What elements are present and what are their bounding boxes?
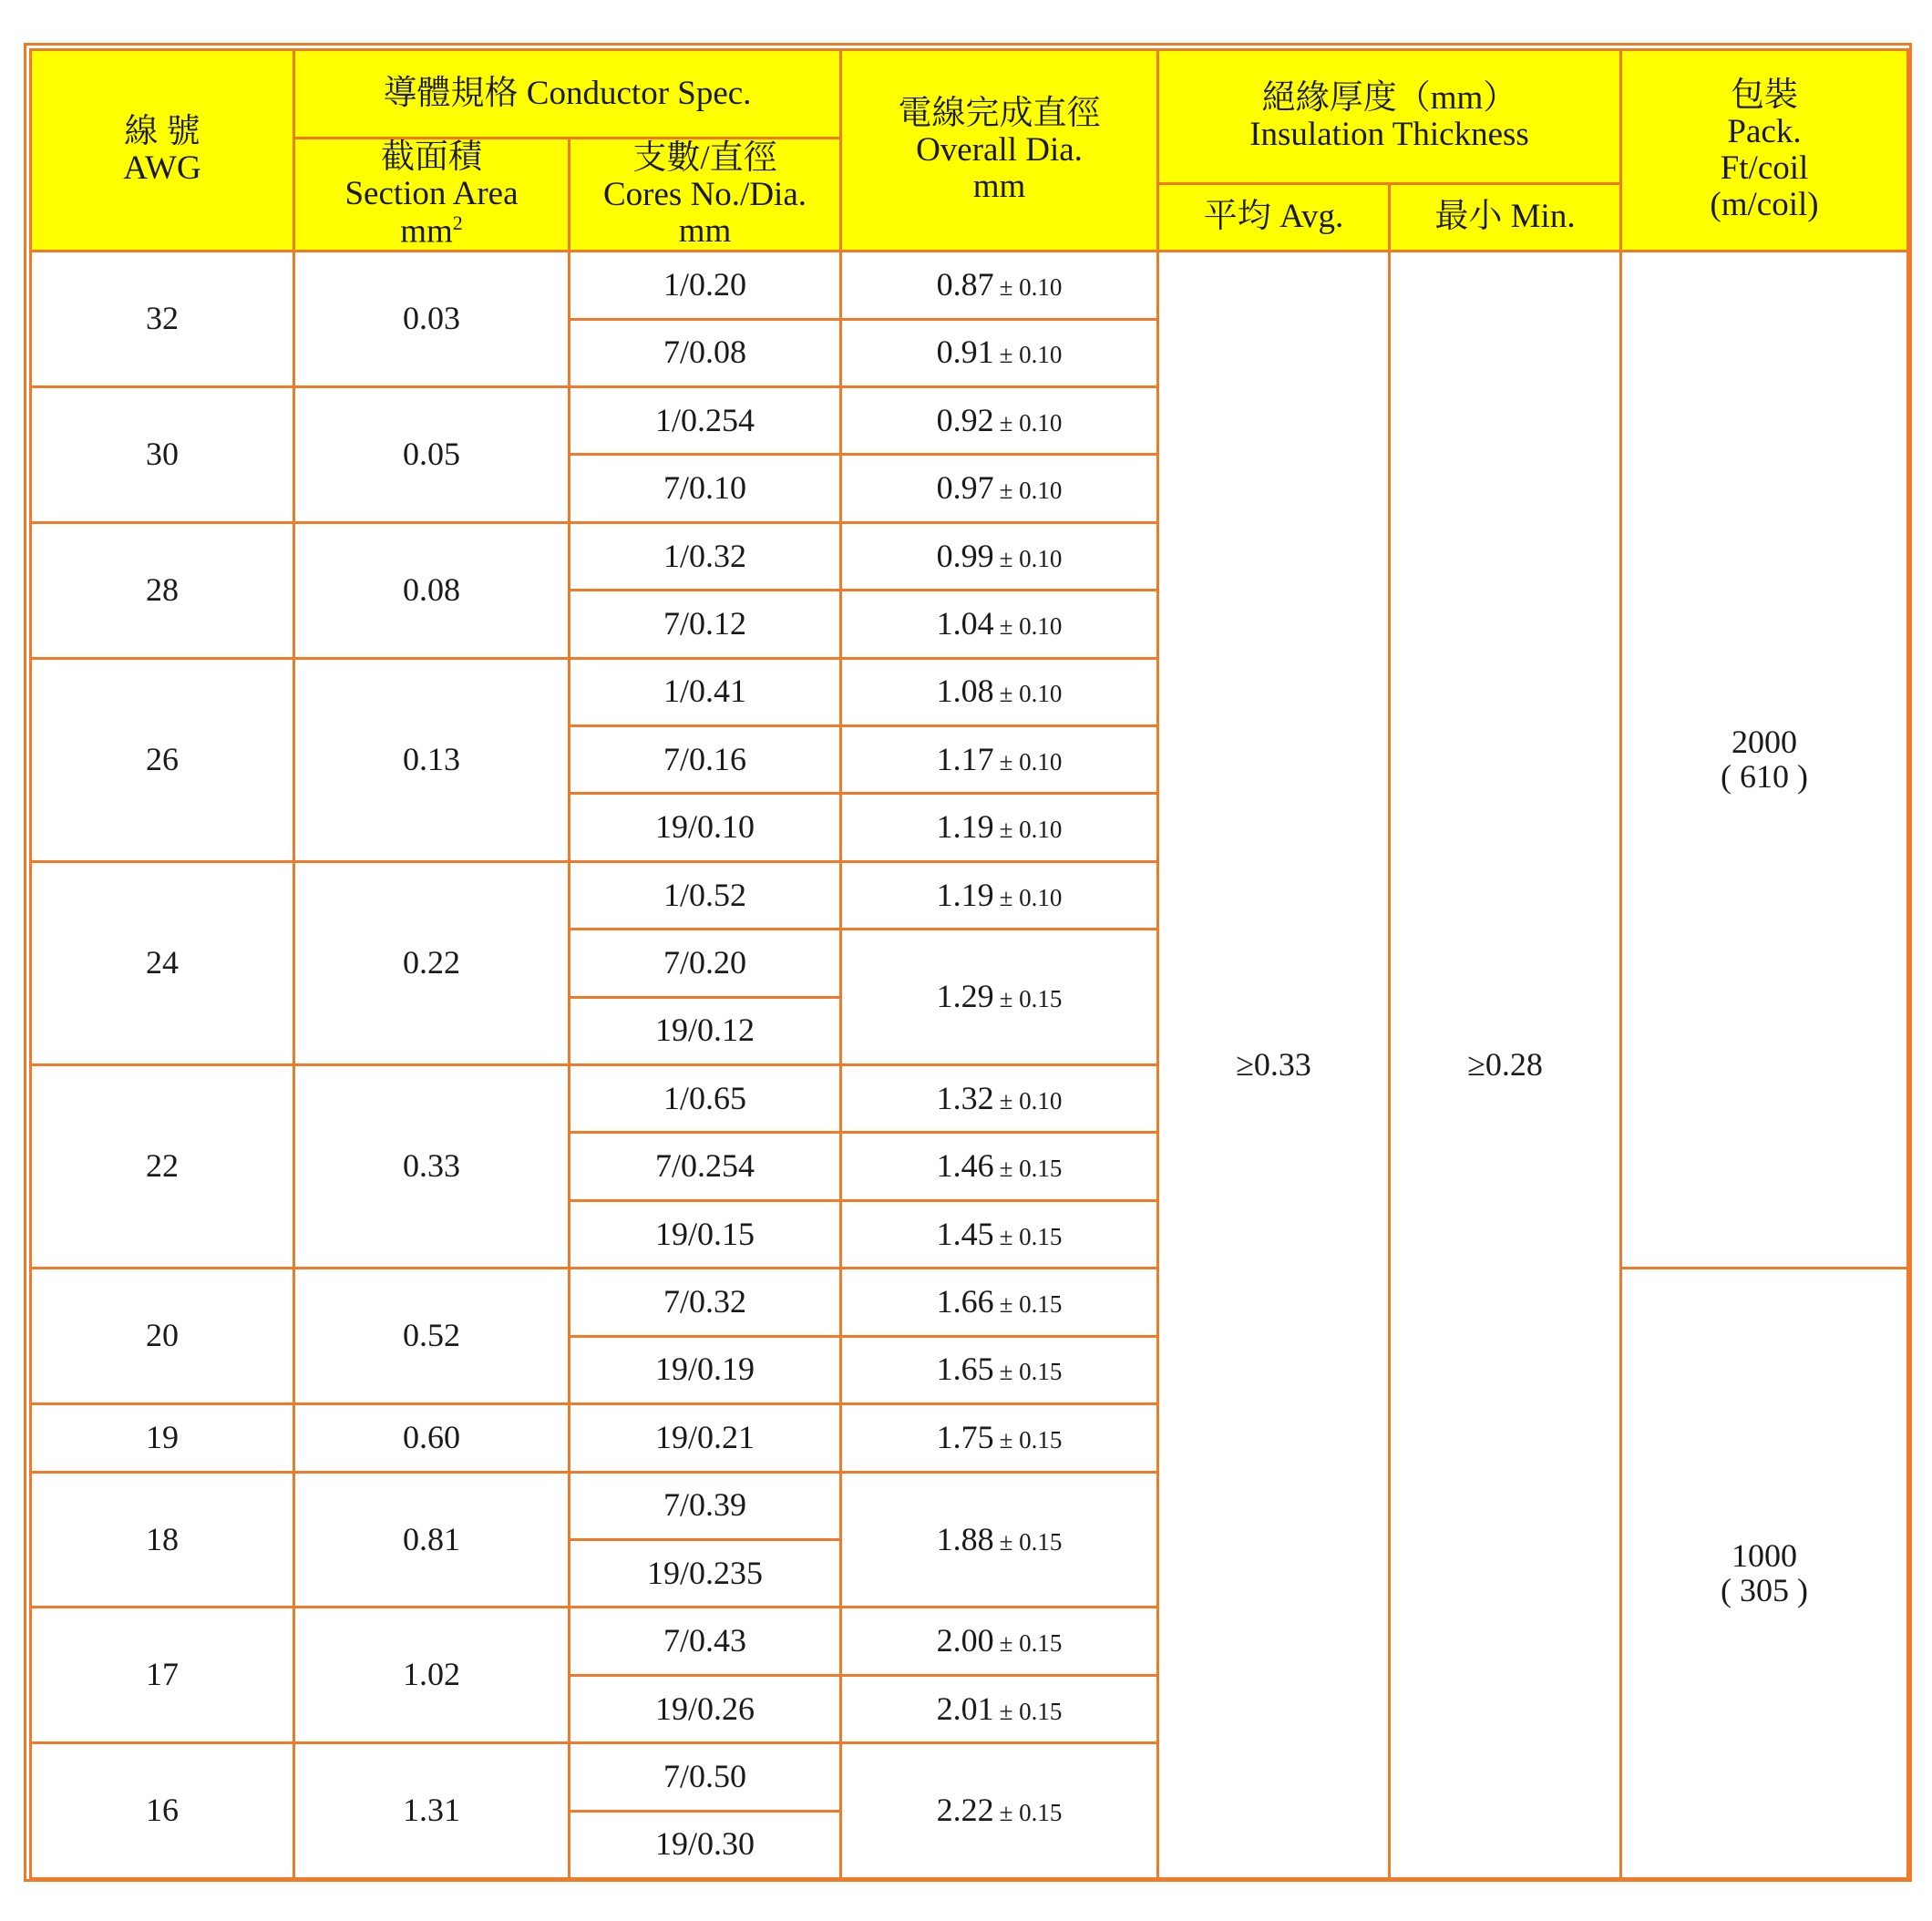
header-pack xyxy=(1621,50,1908,252)
cell-cores: 1/0.52 xyxy=(570,861,841,929)
header-insulation xyxy=(1158,50,1621,184)
cell-od: 1.88 ± 0.15 xyxy=(841,1472,1158,1608)
header-cores-unit: mm xyxy=(678,211,732,250)
header-cores-zh: 支數/直徑 xyxy=(632,139,777,177)
header-area-unit: $mm^2$ xyxy=(400,211,463,251)
cell-cores: 1/0.65 xyxy=(570,1065,841,1133)
header-area-zh: 截面積 xyxy=(381,139,482,176)
cell-cores: 19/0.235 xyxy=(570,1539,841,1607)
cell-cores: 7/0.32 xyxy=(570,1269,841,1336)
cell-cores: 19/0.15 xyxy=(570,1200,841,1268)
cell-awg: 16 xyxy=(31,1743,294,1879)
cell-area: 0.60 xyxy=(294,1404,570,1472)
cell-cores: 19/0.26 xyxy=(570,1675,841,1742)
cell-cores: 19/0.19 xyxy=(570,1336,841,1403)
header-section-area xyxy=(294,139,570,252)
cell-area: 0.03 xyxy=(294,252,570,387)
cell-area: 0.05 xyxy=(294,387,570,523)
cell-area: 0.33 xyxy=(294,1065,570,1269)
table-row xyxy=(31,1269,1908,1336)
cell-area: 0.08 xyxy=(294,522,570,658)
cell-od: 1.17 ± 0.10 xyxy=(841,726,1158,794)
cell-od: 0.97 ± 0.10 xyxy=(841,455,1158,522)
cell-od: 1.29 ± 0.15 xyxy=(841,930,1158,1065)
cell-cores: 19/0.30 xyxy=(570,1811,841,1879)
cell-cores: 19/0.10 xyxy=(570,794,841,861)
header-awg-zh: 線 號 xyxy=(124,113,200,151)
cell-od: 1.65 ± 0.15 xyxy=(841,1336,1158,1403)
cell-awg: 32 xyxy=(31,252,294,387)
cell-cores: 7/0.39 xyxy=(570,1472,841,1539)
cell-cores: 7/0.10 xyxy=(570,455,841,522)
cell-cores: 7/0.20 xyxy=(570,930,841,997)
cell-od: 1.46 ± 0.15 xyxy=(841,1133,1158,1200)
header-pack-zh: 包裝 xyxy=(1731,77,1798,115)
cell-cores: 7/0.43 xyxy=(570,1608,841,1675)
cell-area: 0.81 xyxy=(294,1472,570,1608)
cell-od: 1.45 ± 0.15 xyxy=(841,1200,1158,1268)
table-row xyxy=(31,252,1908,319)
cell-cores: 7/0.254 xyxy=(570,1133,841,1200)
cell-cores: 1/0.20 xyxy=(570,252,841,319)
cell-cores: 1/0.32 xyxy=(570,522,841,590)
cell-awg: 24 xyxy=(31,861,294,1064)
cell-od: 1.04 ± 0.10 xyxy=(841,591,1158,658)
header-overall-dia xyxy=(841,50,1158,252)
cell-insulation-avg: ≥0.33 xyxy=(1158,252,1390,1879)
header-od-en: Overall Dia. xyxy=(916,131,1083,170)
header-conductor-spec: 導體規格 Conductor Spec. xyxy=(294,50,841,139)
header-pack-unit: Ft/coil xyxy=(1720,149,1809,188)
cell-awg: 22 xyxy=(31,1065,294,1269)
cell-od: 1.32 ± 0.10 xyxy=(841,1065,1158,1133)
cell-od: 1.19 ± 0.10 xyxy=(841,794,1158,861)
header-cores-en: Cores No./Dia. xyxy=(603,175,807,213)
table-body xyxy=(31,252,1908,1879)
cell-cores: 7/0.50 xyxy=(570,1743,841,1811)
cell-area: 1.31 xyxy=(294,1743,570,1879)
cell-od: 0.99 ± 0.10 xyxy=(841,522,1158,590)
header-od-unit: mm xyxy=(972,168,1026,206)
cell-cores: 1/0.41 xyxy=(570,658,841,725)
header-cores-dia xyxy=(570,139,841,252)
cell-od: 2.00 ± 0.15 xyxy=(841,1608,1158,1675)
cell-awg: 28 xyxy=(31,522,294,658)
table-header xyxy=(31,50,1908,252)
header-od-zh: 電線完成直徑 xyxy=(898,95,1101,133)
cell-pack-2000: 2000 ( 610 ) xyxy=(1621,252,1908,1269)
cell-area: 0.22 xyxy=(294,861,570,1064)
cell-awg: 26 xyxy=(31,658,294,861)
cell-od: 1.66 ± 0.15 xyxy=(841,1269,1158,1336)
header-pack-unit-m: (m/coil) xyxy=(1710,186,1819,224)
header-awg-en: AWG xyxy=(123,149,201,188)
cell-od: 0.92 ± 0.10 xyxy=(841,387,1158,455)
header-pack-en: Pack. xyxy=(1727,113,1802,151)
cell-cores: 1/0.254 xyxy=(570,387,841,455)
cell-cores: 19/0.21 xyxy=(570,1404,841,1472)
header-ins-zh: 絕緣厚度（mm） xyxy=(1261,78,1517,117)
cell-od: 1.75 ± 0.15 xyxy=(841,1404,1158,1472)
cell-cores: 7/0.16 xyxy=(570,726,841,794)
header-ins-en: Insulation Thickness xyxy=(1249,115,1529,153)
cell-awg: 17 xyxy=(31,1608,294,1743)
cell-od: 2.22 ± 0.15 xyxy=(841,1743,1158,1879)
cell-pack-1000: 1000 ( 305 ) xyxy=(1621,1269,1908,1879)
cell-od: 1.08 ± 0.10 xyxy=(841,658,1158,725)
header-avg: 平均 Avg. xyxy=(1158,183,1390,252)
cell-od: 2.01 ± 0.15 xyxy=(841,1675,1158,1742)
wire-spec-table xyxy=(29,48,1909,1880)
cell-awg: 18 xyxy=(31,1472,294,1608)
cell-cores: 7/0.08 xyxy=(570,319,841,386)
cell-cores: 7/0.12 xyxy=(570,591,841,658)
header-min: 最小 Min. xyxy=(1390,183,1621,252)
cell-area: 1.02 xyxy=(294,1608,570,1743)
header-awg xyxy=(31,50,294,252)
cell-awg: 19 xyxy=(31,1404,294,1472)
cell-cores: 19/0.12 xyxy=(570,997,841,1064)
cell-awg: 20 xyxy=(31,1269,294,1404)
cell-od: 0.91 ± 0.10 xyxy=(841,319,1158,386)
cell-awg: 30 xyxy=(31,387,294,523)
cell-area: 0.13 xyxy=(294,658,570,861)
cell-area: 0.52 xyxy=(294,1269,570,1404)
cell-od: 0.87 ± 0.10 xyxy=(841,252,1158,319)
cell-insulation-min: ≥0.28 xyxy=(1390,252,1621,1879)
header-area-en: Section Area xyxy=(344,174,519,212)
cell-od: 1.19 ± 0.10 xyxy=(841,861,1158,929)
